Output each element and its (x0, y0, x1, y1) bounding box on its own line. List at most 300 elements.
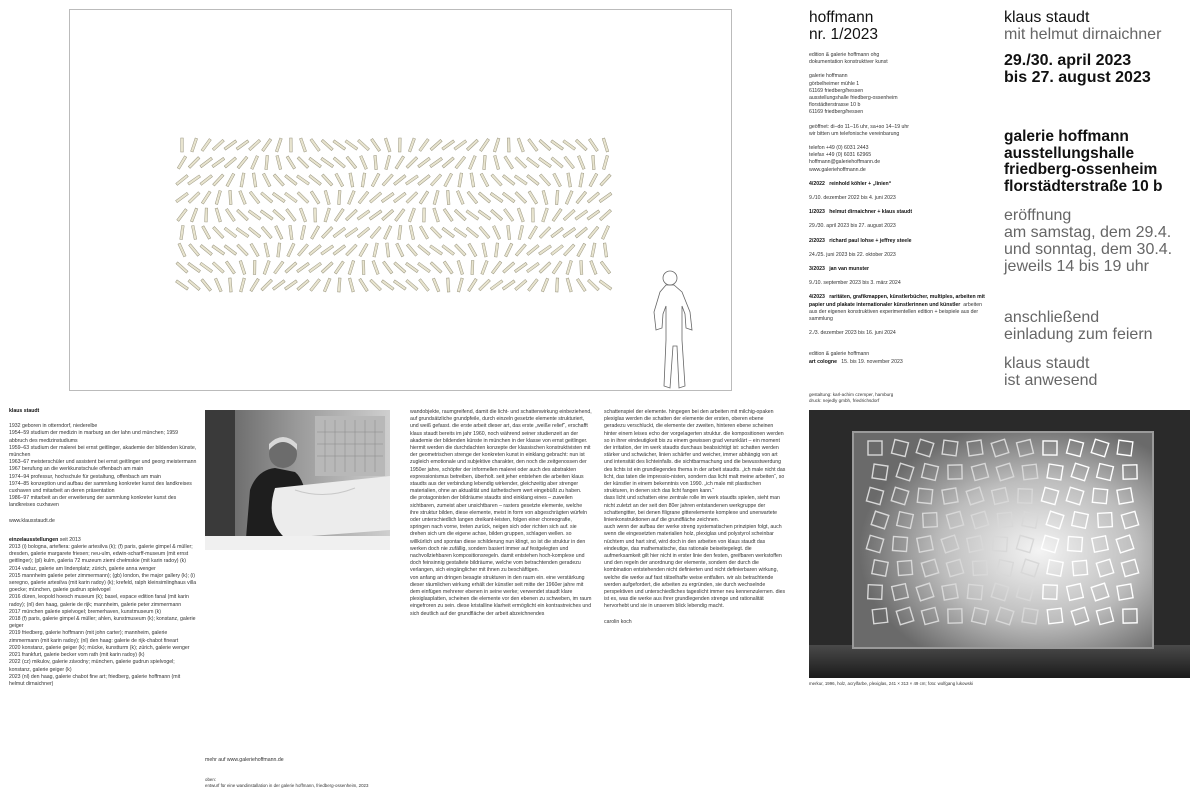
installation-element (297, 157, 309, 169)
installation-element (253, 260, 256, 274)
bio-entry: 1986–97 mitarbeit an der erweiterung der sammlung konkreter kunst des landkreises cuxhaven (9, 495, 177, 509)
installation-element (491, 209, 503, 220)
installation-element (419, 139, 429, 152)
issue-title-line2: nr. 1/2023 (809, 26, 878, 43)
installation-element (229, 190, 232, 204)
fair-label: edition & galerie hoffmann (809, 351, 870, 358)
installation-element (334, 208, 344, 221)
installation-element (405, 262, 418, 272)
installation-element (467, 191, 478, 204)
installation-element (213, 227, 225, 239)
installation-element (297, 262, 310, 272)
announcement (1004, 9, 1194, 389)
installation-element (526, 262, 539, 272)
installation-element (603, 243, 607, 257)
bio-entry: 2016 düren, leopold hoesch museum (k); basel, espace edition fanal (mit karin radoy); (nl) den haag, galerie de rijk; mannheim, galerie peter zimmermann (9, 594, 189, 608)
installation-element (286, 156, 296, 169)
installation-element (374, 155, 378, 169)
installation-element (423, 208, 426, 222)
installation-element (517, 138, 524, 152)
installation-element (277, 243, 281, 257)
installation-element (239, 278, 245, 292)
installation-element (224, 157, 236, 168)
installation-element (190, 208, 197, 222)
edition-block (809, 52, 989, 66)
installation-element (273, 209, 285, 220)
party-line: einladung zum feiern (1004, 326, 1153, 343)
installation-element (504, 156, 514, 169)
address-line: ausstellungshalle friedberg-ossenheim (809, 95, 898, 102)
installation-element (373, 243, 379, 257)
installation-element (446, 190, 450, 204)
website-link[interactable]: www.galeriehoffmann.de (809, 166, 866, 173)
installation-element (299, 138, 306, 152)
installation-element (333, 245, 346, 256)
venue-line: florstädterstraße 10 b (1004, 177, 1163, 195)
essay-column-1 (410, 409, 592, 618)
installation-element (601, 226, 609, 240)
credit-line: gestaltung: karl-achim czemper, hamburg (809, 391, 894, 397)
email-link[interactable]: hoffmann@galeriehoffmann.de (809, 159, 881, 166)
installation-element (454, 209, 466, 220)
installation-element (290, 138, 293, 152)
installation-element (310, 139, 320, 152)
bio-entry: 2014 vaduz, galerie am lindenplatz; zürich, galerie anna wenger (9, 565, 156, 572)
installation-element (528, 139, 538, 152)
installation-element (358, 191, 369, 204)
edition-line: dokumentation konstruktiver kunst (809, 59, 888, 66)
bio-entry: 1963–67 meisterschüler und assistent bei ernst geitlinger und georg meistermann (9, 459, 197, 466)
date-end: bis 27. august 2023 (1004, 69, 1151, 86)
installation-element (345, 140, 358, 150)
installation-element (394, 175, 407, 186)
installation-element (338, 278, 342, 292)
installation-element (200, 157, 213, 168)
installation-element (566, 260, 573, 274)
installation-element (225, 208, 235, 221)
installation-element (577, 243, 586, 256)
installation-element (236, 140, 249, 150)
installation-element (393, 280, 406, 290)
installation-element (527, 175, 540, 186)
installation-element (539, 139, 551, 150)
installation-element (443, 261, 453, 274)
installation-element (541, 278, 549, 292)
installation-element (272, 192, 285, 202)
installation-element (588, 226, 599, 238)
installation-element (528, 279, 539, 292)
installation-element (381, 280, 394, 290)
installation-element (297, 279, 309, 290)
fair-block (809, 351, 989, 365)
installation-drawing-svg (70, 10, 731, 390)
installation-element (386, 243, 390, 257)
bio-entry: 2015 mannheim galerie peter zimmermann); (gb) london, the major gallery (k); (i) seregno, galerie artesilva (mit karin radoy) (k); krefeld, ralph kleinsimlinghaus villa goecke; münchen, galerie gudrun spielvogel (9, 572, 197, 594)
installation-element (580, 260, 583, 274)
installation-element (321, 262, 333, 273)
installation-element (479, 138, 489, 151)
installation-element (176, 175, 189, 186)
phone: telefon +49 (0) 6031 2443 (809, 145, 869, 152)
installation-element (466, 139, 478, 150)
installation-element (359, 278, 369, 291)
installation-element (370, 226, 381, 238)
installation-element (432, 278, 440, 292)
installation-element (263, 260, 270, 274)
installation-element (418, 175, 431, 186)
installation-element (385, 155, 391, 169)
installation-element (224, 140, 237, 150)
installation-element (239, 191, 247, 205)
solo-heading: einzelausstellungen seit 2013 (9, 536, 81, 543)
bio-entry: 2023 (nl) den haag, galerie chabot fine art; friedberg, galerie hoffmann (mit helmut dirnaichner) (9, 673, 181, 687)
installation-element (430, 245, 443, 255)
installation-element (370, 279, 382, 291)
artwork-photo-svg (809, 410, 1190, 678)
installation-element (215, 208, 222, 222)
installation-element (490, 192, 503, 202)
installation-element (284, 280, 297, 290)
installation-element (505, 243, 513, 257)
installation-element (191, 225, 196, 239)
installation-element (348, 278, 354, 292)
installation-element (515, 279, 527, 290)
installation-element (252, 173, 257, 187)
exhibition-item: 4/2022 reinhold köhler + „linien“ (809, 180, 892, 187)
installation-element (309, 262, 322, 272)
installation-element (180, 225, 184, 239)
installation-element (479, 226, 490, 238)
installation-element (240, 173, 245, 187)
solo-entries (9, 544, 197, 688)
installation-element (188, 175, 201, 185)
fax: telefax +49 (0) 6031 62965 (809, 152, 872, 159)
installation-element (398, 225, 402, 239)
installation-element (333, 227, 346, 238)
installation-element (527, 245, 540, 256)
installation-element (201, 139, 211, 152)
bio-entry: 2013 (i) bologna, artefiera: galerie artesilva (k); (f) paris, galerie gimpel & müller; dresden, galerie margarete friesen; neu-ulm, edwin-scharff-museum (mit ernst geitlinger); (pl) kulm, galeria 72 muzeum ziemi chełmskie (mit karin radoy) (k) (9, 544, 193, 565)
installation-element (502, 175, 515, 186)
installation-element (371, 139, 381, 152)
installation-element (430, 139, 442, 150)
installation-element (531, 208, 534, 222)
exhibition-dates: 9./10. september 2023 bis 3. märz 2024 (809, 280, 901, 287)
installation-element (589, 173, 598, 187)
installation-element (514, 262, 527, 272)
installation-element (481, 260, 488, 274)
installation-element (250, 243, 259, 256)
installation-element (189, 244, 200, 256)
artist-photo-svg (205, 410, 390, 550)
installation-element (309, 175, 322, 186)
installation-element (418, 245, 430, 256)
installation-element (237, 156, 248, 169)
installation-element (494, 155, 500, 169)
installation-element (577, 156, 585, 170)
installation-element (310, 191, 320, 204)
installation-element (215, 190, 221, 204)
installation-element (333, 140, 346, 150)
installation-element (468, 243, 477, 256)
installation-element (200, 175, 213, 186)
installation-element (236, 227, 249, 237)
installation-element (442, 245, 455, 256)
installation-element (381, 192, 394, 202)
installation-element (205, 208, 208, 222)
installation-element (575, 227, 587, 238)
installation-element (517, 208, 524, 222)
installation-element (239, 260, 246, 274)
credits-block (809, 392, 989, 404)
installation-element (590, 260, 597, 274)
installation-element (504, 209, 514, 222)
installation-element (357, 139, 369, 150)
installation-element (346, 244, 358, 256)
opening-line: und sonntag, dem 30.4. (1004, 241, 1173, 258)
installation-element (237, 209, 249, 221)
installation-element (587, 279, 599, 291)
opening-line: am samstag, dem 29.4. (1004, 224, 1172, 241)
installation-element (286, 209, 296, 222)
installation-element (248, 227, 261, 238)
installation-element (369, 210, 382, 220)
installation-element (384, 138, 391, 152)
installation-element (491, 174, 502, 186)
bio-entry: 2019 friedberg, galerie hoffmann (mit john carter); mannheim, galerie zimmermann (mit karin radoy); (nl) den haag: galerie de rijk-chabot fineart (9, 630, 179, 644)
installation-element (491, 261, 501, 274)
exhibition-item: 3/2023 jan van munster (809, 266, 869, 273)
installation-element (600, 174, 611, 186)
installation-element (507, 138, 510, 152)
bio-entry: 2017 münchen galerie spielvogel; bremerhaven, kunstmuseum (k) (9, 608, 161, 615)
installation-element (405, 175, 418, 185)
exhibition-item: 1/2023 helmut dirnaichner + klaus staudt (809, 209, 913, 216)
installation-element (297, 192, 309, 204)
installation-element (599, 209, 611, 220)
installation-element (470, 173, 475, 187)
installation-element (553, 173, 562, 187)
bio-entry: 2022 (cz) mikulov, galerie závodny; münchen, galerie gudrun spielvogel; konstanz, galerie geiger (k) (9, 659, 175, 673)
essay-paragraph: schattenspiel der elemente. hingegen bei den arbeiten mit milchig-opaken plexiglas werden die schatten der elemente der ersten, oberen ebene geradezu verschluckt, die elemente der zweiten, hinteren ebene scheinen hinter einem leises echo der vorgelagerten struktur. die kompositionen werden so in ihrer eindeutigkeit bis zu einem gewissen grad verunklärt – ein moment der irritation, der im werk staudts durchaus beabsichtigt ist: schatten werden stärker und schwächer, linien schärfer und weicher, immer abhängig von art und intensität des lichteinfalls. die sichtbarmachung und die bewusstwerdung des lichts ist ein grundlegendes thema in der arbeit staudts. „ich male nicht das licht, das taten die impressio-nisten, sondern das licht malt meine arbeiten“, so der künstler in einem bekenntnis von 1990. „ich male mit plastischen strukturen, in denen sich das licht fangen kann.“ (604, 409, 786, 495)
installation-element (300, 225, 305, 239)
bio-entry: 2020 konstanz, galerie geiger (k); mücke, kunstturm (k); zürich, galerie wenger (9, 644, 190, 651)
installation-element (418, 157, 431, 167)
issue-title (809, 9, 878, 43)
venue-line: galerie hoffmann (1004, 128, 1129, 145)
installation-element (276, 155, 282, 169)
installation-element (471, 260, 474, 274)
installation-element (563, 140, 576, 150)
installation-element (357, 210, 370, 220)
installation-element (565, 191, 573, 205)
installation-element (539, 262, 551, 274)
exhibition-dates: 2./3. dezember 2023 bis 16. juni 2024 (809, 330, 896, 337)
installation-element (419, 191, 429, 204)
installation-element (212, 157, 225, 167)
installation-element (261, 192, 273, 203)
installation-element (338, 190, 341, 204)
installation-element (515, 244, 526, 256)
installation-element (482, 243, 487, 257)
installation-element (176, 280, 189, 290)
installation-element (299, 208, 306, 222)
installation-element (398, 138, 401, 152)
installation-element (587, 210, 600, 220)
installation-element (275, 226, 283, 240)
artist-photo (205, 410, 390, 550)
installation-element (442, 227, 455, 238)
installation-element (539, 157, 552, 167)
installation-element (396, 243, 404, 257)
installation-element (177, 156, 186, 169)
installation-element (264, 243, 270, 257)
installation-element (262, 139, 272, 152)
installation-element (200, 262, 213, 272)
installation-element (518, 225, 524, 239)
address-line: 61169 friedberg/hessen (809, 87, 864, 94)
exhibition-dates: 9./10. dezember 2022 bis 4. juni 2023 (809, 195, 896, 202)
installation-element (515, 157, 527, 169)
artwork-caption: merkur, 1996, holz, acrylfarbe, plexiglas, 241 × 313 × 49 cm; foto: wolfgang lukowski (809, 681, 974, 686)
installation-element (564, 156, 575, 169)
bio-entry: 1974–94 professur, hochschule für gestaltung, offenbach am main (9, 473, 161, 480)
bio-entry: 1967 berufung an die werkkunstschule offenbach am main (9, 466, 144, 473)
installation-element (454, 140, 467, 150)
installation-element (419, 279, 430, 292)
installation-element (251, 156, 259, 170)
installation-element (430, 157, 443, 167)
installation-element (542, 190, 548, 204)
installation-element (600, 261, 611, 274)
installation-element (395, 209, 405, 222)
installation-element (249, 191, 260, 204)
installation-element (444, 173, 453, 187)
installation-element (224, 227, 237, 238)
installation-element (287, 243, 295, 257)
installation-element (202, 226, 211, 239)
installation-element (393, 192, 406, 202)
installation-element (314, 208, 317, 222)
biography (9, 408, 197, 688)
installation-element (273, 174, 284, 186)
installation-element (261, 226, 272, 238)
exhibition-item: 4/2023 raritäten, grafikmappen, künstlerbücher, multiples, arbeiten mit papier und plakate internationaler künstlerinnen und künstler arbeiten aus der eigenen konstruktiven experimentellen edition + beispiele aus der sammlung (809, 294, 985, 323)
installation-element (454, 227, 467, 237)
installation-element (419, 226, 428, 239)
installation-element (455, 156, 466, 169)
installation-element (576, 278, 586, 291)
installation-element (555, 190, 559, 204)
installation-element (188, 192, 200, 204)
installation-element (372, 260, 379, 274)
installation-element (324, 208, 331, 222)
installation-element (539, 227, 551, 239)
installation-element (176, 192, 189, 202)
presence-line: klaus staudt (1004, 355, 1090, 372)
installation-element (361, 173, 366, 187)
gallery-info (809, 52, 989, 411)
exhibition-dates: 29./30. april 2023 bis 27. august 2023 (809, 223, 896, 230)
installation-element (321, 139, 333, 150)
installation-element (213, 174, 224, 186)
installation-element (455, 244, 467, 256)
installation-element (237, 244, 249, 256)
installation-element (563, 209, 575, 220)
installation-element (502, 280, 515, 290)
address-line: galerie hoffmann (809, 73, 848, 80)
installation-element (599, 192, 612, 202)
installation-element (297, 175, 310, 185)
installation-element (335, 173, 344, 187)
installation-element (394, 262, 406, 273)
installation-element (334, 261, 344, 274)
exhibition-item: 2/2023 richard paul lohse + jeffrey steele (809, 237, 912, 244)
installation-element (575, 210, 588, 220)
credit-line: druck: nejedly gmbh, friedrichsdorf (809, 398, 880, 404)
hours-line: geöffnet: di–do 11–16 uhr, sa+so 14–19 uhr (809, 123, 910, 130)
installation-element (214, 278, 222, 292)
element-grid (176, 138, 612, 292)
installation-element (466, 210, 479, 220)
installation-element (579, 173, 584, 187)
installation-element (262, 173, 271, 187)
installation-element (345, 209, 357, 220)
edition-line: edition & galerie hoffmann ohg (809, 52, 880, 58)
installation-element (528, 191, 538, 204)
installation-element (408, 208, 415, 222)
installation-element (418, 262, 431, 272)
bio-entry: 2018 (f) paris, galerie gimpel & müller; ahlen, kunstmuseum (k); konstanz, galerie geiger (9, 616, 196, 630)
installation-element (188, 279, 200, 290)
essay-paragraph: die protagonisten der bildräume staudts sind einklang eines – zuweilen sichtbaren, zumeist aber unsichtbaren – rasters gesetzte elemente, welche ihre struktur bilden, diese elemente, meist in form von abgeschrägten würfeln oder unterschiedlich langen dreikant-leisten, folgen einer choreografie, springen nach vorne, treten zurück, neigen sich oder richten sich auf. sie drehen sich um die eigene achse, bilden gruppen, schlagen wellen. so willkürlich und spontan diese schilderung nun klingt, so ist die struktur in den werken doch nie zufällig, sondern basiert immer auf festgelegten und nachvollziehbaren kompositionsregeln. damit entstehen hoch-komplexe und doch feinsinnig gestaltete bildräume, welche vom betrachtenden geradezu verlangen, sich eingänglicher mit ihnen zu beschäftigen. (410, 495, 588, 574)
installation-element (311, 226, 320, 239)
installation-element (274, 261, 284, 274)
installation-element (433, 208, 440, 222)
bio-entry: 1959–63 studium der malerei bei ernst geitlinger, akademie der bildenden künste, münchen (9, 444, 197, 459)
installation-element (468, 278, 478, 291)
installation-element (249, 139, 261, 150)
installation-element (224, 245, 237, 256)
installation-element (479, 279, 491, 291)
installation-element (480, 173, 489, 187)
co-artist: mit helmut dirnaichner (1004, 26, 1162, 43)
installation-element (539, 245, 552, 255)
installation-element (250, 278, 260, 291)
installation-element (357, 227, 369, 238)
essay-paragraph: wandobjekte, raumgreifend, damit die licht- und schattenwirkung einbeziehend, auf grundsätzliche grundpfeile, durch einzeln gesetzte elemente strukturiert, und weiß gefasst. die erste arbeit dieser art, das erste „weiße relief“, erschafft klaus staudt bereits im jahr 1960, noch während seiner studienzeit an der akademie der bildenden künste in münchen in der klasse von ernst geitlinger. hiermit werden die durchdachten konzepte der klassischen konstruktivisten mit der geometrischen strenge der konkreten kunst in einklang gebracht: nun ist zugleich emotionale und subjektive charakter, den noch die zeitgenossen der 1950er jahre, schöpfer der informellen malerei oder auch des abstrakten expressionismus betreiben, überholt. seit jeher entstehen die arbeiten klaus staudts aus der verbindung lebendig wirkender, gleichzeitig aber strenger materialien, ohne an aktualität und ästhetischem wert eingebüßt zu haben. (410, 409, 592, 495)
installation-element (201, 279, 212, 292)
installation-element (591, 243, 596, 257)
installation-element (348, 260, 355, 274)
artist-website-link[interactable]: www.klausstaudt.de (9, 517, 55, 524)
installation-element (567, 173, 572, 187)
installation-element (555, 278, 558, 292)
essay-column-2 (604, 409, 786, 626)
artist-name: klaus staudt (1004, 9, 1090, 26)
installation-element (382, 261, 392, 274)
installation-element (285, 175, 298, 186)
contact-block (809, 145, 989, 174)
installation-element (406, 279, 418, 290)
installation-element (345, 227, 358, 237)
essay-paragraph: dass licht und schatten eine zentrale rolle im werk staudts spielen, sieht man nicht zuletzt an der seit den 80er jahren entstandenen werkgruppe der schattengitter, bei denen filigrane gitterelemente komplexe und unerwartete linienkonstruktionen auf die grundfläche zeichnen. (604, 495, 780, 524)
installation-element (261, 279, 273, 291)
opening-line: eröffnung (1004, 207, 1072, 224)
address-line: görbelheimer mühle 1 (809, 80, 860, 87)
essay-author: carolin koch (604, 618, 632, 625)
gallery-website-link[interactable]: mehr auf www.galeriehoffmann.de (205, 757, 284, 763)
